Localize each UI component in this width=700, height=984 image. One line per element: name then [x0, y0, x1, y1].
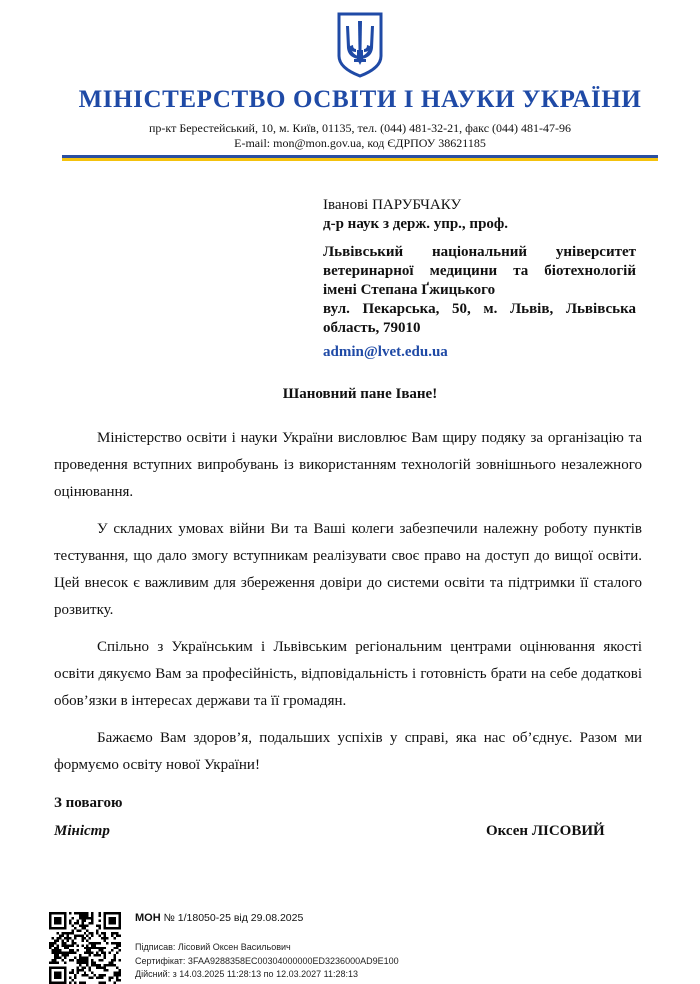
- recipient-name: Іванові ПАРУБЧАКУ: [323, 197, 462, 213]
- recipient-email[interactable]: admin@lvet.edu.ua: [323, 344, 448, 360]
- certificate-validity: Дійсний: з 14.03.2025 11:28:13 по 12.03.2027 11:28:13: [135, 969, 358, 979]
- ministry-address: пр-кт Берестейський, 10, м. Київ, 01135, тел. (044) 481-32-21, факс (044) 481-47-96: [148, 121, 572, 135]
- greeting: Шановний пане Іване!: [282, 386, 438, 402]
- header-stripe-yellow: [62, 158, 658, 161]
- coat-of-arms-icon: [336, 12, 384, 78]
- signer-name: Оксен ЛІСОВИЙ: [486, 823, 605, 839]
- body-paragraph: Міністерство освіти і науки України висловлює Вам щиру подяку за організацію та проведення вступних випробувань із використанням технологій зовнішнього незалежного оцінювання.: [54, 430, 642, 500]
- certificate: Сертифікат: 3FAA9288358EC00304000000ED3236000AD9E100: [135, 956, 399, 966]
- body-paragraph: Бажаємо Вам здоров’я, подальших успіхів у справі, яка нас об’єднує. Разом ми формуємо освіту нової України!: [54, 730, 642, 773]
- ministry-contacts: E-mail: mon@mon.gov.ua, код ЄДРПОУ 38621185: [234, 136, 486, 150]
- document-number: [135, 912, 303, 924]
- closing-regards: З повагою: [54, 795, 123, 811]
- qr-code-icon: [49, 912, 121, 984]
- ministry-title: МІНІСТЕРСТВО ОСВІТИ І НАУКИ УКРАЇНИ: [78, 86, 642, 113]
- letter-body: [54, 425, 642, 789]
- recipient-organization: Львівський національний університет ветеринарної медицини та біотехнологій імені Степана Ґжицького: [323, 244, 636, 298]
- recipient-degree: д-р наук з держ. упр., проф.: [323, 216, 509, 232]
- recipient-address: вул. Пекарська, 50, м. Львів, Львівська область, 79010: [323, 301, 636, 336]
- signer-position: Міністр: [54, 823, 110, 839]
- body-paragraph: Спільно з Українським і Львівським регіональним центрами оцінювання якості освіти дякуємо Вам за професійність, відповідальність і готовність брати на себе додаткові обов’язки в інтересах держави та її громадян.: [54, 639, 642, 709]
- stamp-number: № 1/18050-25 від 29.08.2025: [163, 912, 304, 924]
- stamp-org: МОН: [135, 912, 161, 924]
- signed-by: Підписав: Лісовий Оксен Васильович: [135, 942, 291, 952]
- body-paragraph: У складних умовах війни Ви та Ваші колеги забезпечили належну роботу пунктів тестування, що дало змогу вступникам реалізувати своє право на доступ до вищої освіти. Цей внесок є важливим для збереження довіри до системи освіти та підтримки її сталого розвитку.: [54, 521, 642, 618]
